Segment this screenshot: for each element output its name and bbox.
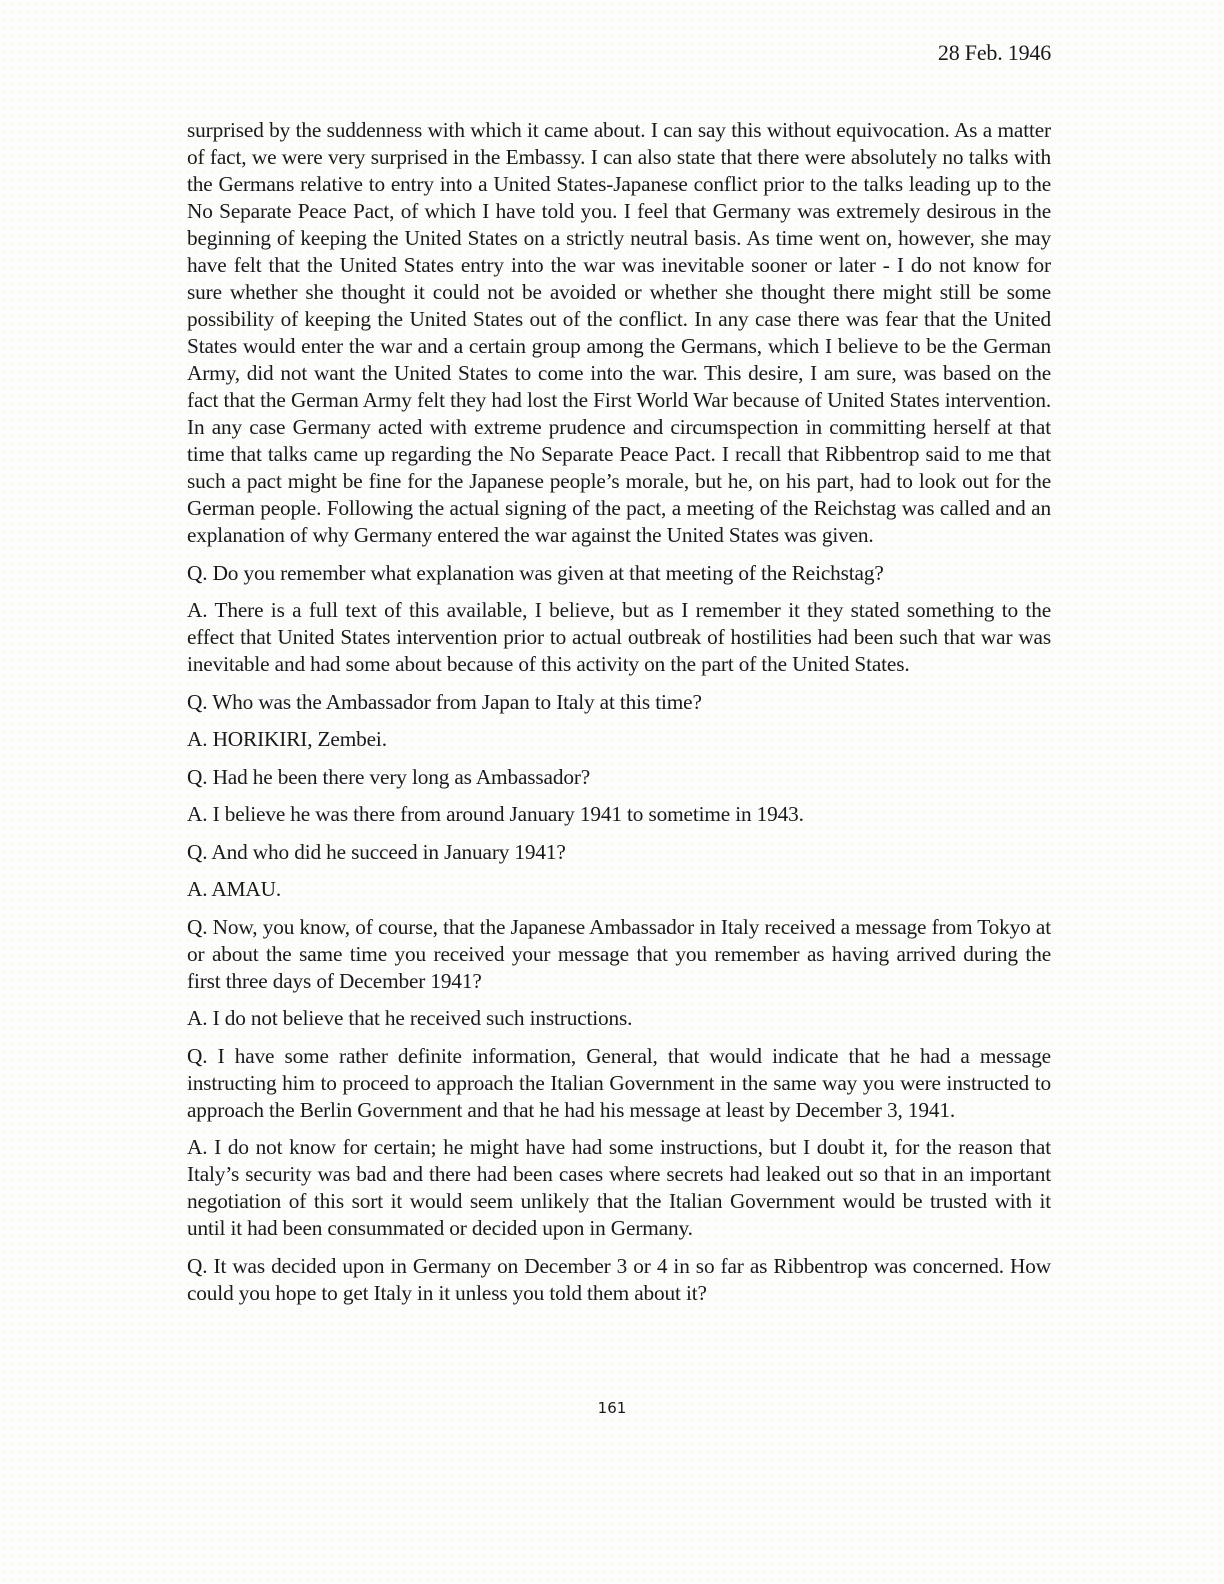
answer-paragraph: A. I do not believe that he received such instructions. [187, 1006, 633, 1030]
page-number: 161 [597, 1399, 627, 1417]
question-paragraph: Q. It was decided upon in Germany on December 3 or 4 in so far as Ribbentrop was concerned. How could you hope to get Italy in it unless you told them about it? [187, 1253, 1051, 1305]
answer-paragraph: A. I believe he was there from around January 1941 to sometime in 1943. [187, 802, 804, 826]
answer-paragraph: A. I do not know for certain; he might have had some instructions, but I doubt it, for the reason that Italy’s security was bad and there had been cases where secrets had leaked out so that in an important negotiation of this sort it would seem unlikely that the Italian Government would be trusted with it until it had been consummated or decided upon in Germany. [187, 1135, 1051, 1240]
question-paragraph: Q. Had he been there very long as Ambassador? [187, 764, 591, 789]
page-date: 28 Feb. 1946 [937, 40, 1051, 65]
answer-paragraph: A. AMAU. [187, 877, 282, 901]
question-paragraph: Q. I have some rather definite information, General, that would indicate that he had a message instructing him to proceed to approach the Italian Government in the same way you were instructed to approach the Berlin Government and that he had his message at least by December 3, 1941. [187, 1043, 1051, 1122]
answer-paragraph: A. HORIKIRI, Zembei. [187, 727, 387, 751]
question-paragraph: Q. Do you remember what explanation was given at that meeting of the Reichstag? [187, 560, 884, 585]
transcript-body [187, 117, 1051, 1317]
question-paragraph: Q. Who was the Ambassador from Japan to Italy at this time? [187, 689, 702, 714]
narrative-paragraph: surprised by the suddenness with which it came about. I can say this without equivocation. As a matter of fact, we were very surprised in the Embassy. I can also state that there were absolutely no talks with the Germans relative to entry into a United States-Japanese conflict prior to the talks leading up to the No Separate Peace Pact, of which I have told you. I feel that Germany was extremely desirous in the beginning of keeping the United States on a strictly neutral basis. As time went on, however, she may have felt that the United States entry into the war was inevitable sooner or later - I do not know for sure whether she thought it could not be avoided or whether she thought there might still be some possibility of keeping the United States out of the conflict. In any case there was fear that the United States would enter the war and a certain group among the Germans, which I believe to be the German Army, did not want the United States to come into the war. This desire, I am sure, was based on the fact that the German Army felt they had lost the First World War because of United States intervention. In any case Germany acted with extreme prudence and circumspection in committing herself at that time that talks came up regarding the No Separate Peace Pact. I recall that Ribbentrop said to me that such a pact might be fine for the Japanese people’s morale, but he, on his part, had to look out for the German people. Following the actual signing of the pact, a meeting of the Reichstag was called and an explanation of why Germany entered the war against the United States was given. [187, 118, 1051, 547]
answer-paragraph: A. There is a full text of this available, I believe, but as I remember it they stated something to the effect that United States intervention prior to actual outbreak of hostilities had been such that war was inevitable and had some about because of this activity on the part of the United States. [187, 598, 1051, 676]
question-paragraph: Q. Now, you know, of course, that the Japanese Ambassador in Italy received a message from Tokyo at or about the same time you received your message that you remember as having arrived during the first three days of December 1941? [187, 914, 1051, 993]
question-paragraph: Q. And who did he succeed in January 1941? [187, 839, 566, 864]
